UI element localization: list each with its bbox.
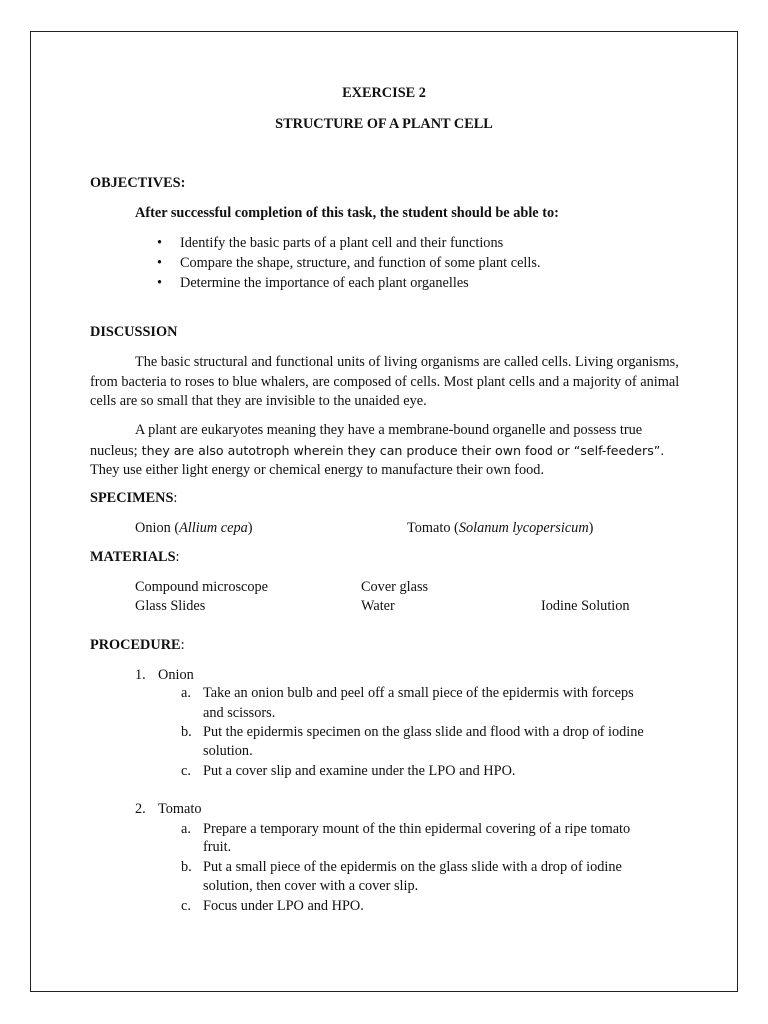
specimen-tomato-scientific: Solanum lycopersicum: [458, 520, 589, 536]
step-text: fruit.: [203, 839, 232, 855]
material-item: Glass Slides: [135, 598, 206, 614]
step-letter: a.: [181, 685, 191, 701]
step-text: Put a cover slip and examine under the LPO and HPO.: [203, 763, 516, 779]
page-title: STRUCTURE OF A PLANT CELL: [275, 116, 493, 132]
discussion-paragraph-2: [90, 421, 680, 481]
discussion-paragraph-1-text: The basic structural and functional units of living organisms are called cells. Living organisms, from bacteria to roses to blue whalers, are composed of cells. Most plant cells and a majority of animal cells are so small that they are invisible to the unaided eye.: [90, 354, 680, 409]
specimen-onion-close: ): [247, 520, 253, 536]
specimens-heading: [90, 489, 177, 509]
material-item: Water: [361, 598, 395, 614]
procedure-heading-text: PROCEDURE: [90, 637, 181, 653]
step-letter: a.: [181, 821, 191, 837]
step-letter: c.: [181, 763, 191, 779]
objective-item: Compare the shape, structure, and function of some plant cells.: [180, 255, 541, 271]
step-letter: b.: [181, 724, 192, 740]
objective-bullet: •: [157, 255, 163, 271]
step-letter: c.: [181, 898, 191, 914]
discussion-paragraph-2-text-a: A plant are eukaryotes meaning they have a membrane-bound organelle and possess true nucleus;: [90, 422, 643, 459]
procedure-onion-title: Onion: [158, 667, 194, 683]
step-text: solution.: [203, 743, 253, 759]
material-item: Compound microscope: [135, 579, 269, 595]
specimens-colon: :: [173, 490, 178, 506]
discussion-paragraph-2-text-c: They use either light energy or chemical energy to manufacture their own food.: [90, 462, 545, 478]
specimen-tomato: [407, 519, 593, 539]
objective-bullet: •: [157, 235, 163, 251]
objectives-intro: After successful completion of this task, the student should be able to:: [135, 205, 559, 221]
objective-item: Determine the importance of each plant organelles: [180, 275, 469, 291]
objectives-heading: OBJECTIVES:: [90, 175, 186, 191]
step-text: Take an onion bulb and peel off a small piece of the epidermis with forceps: [203, 685, 634, 701]
step-text: Focus under LPO and HPO.: [203, 898, 364, 914]
materials-heading: [90, 548, 180, 568]
materials-heading-text: MATERIALS: [90, 549, 176, 565]
step-text: solution, then cover with a cover slip.: [203, 878, 419, 894]
objective-item: Identify the basic parts of a plant cell and their functions: [180, 235, 504, 251]
specimen-onion-name: Onion (: [135, 520, 180, 536]
procedure-heading: [90, 636, 185, 656]
step-text: and scissors.: [203, 705, 276, 721]
discussion-heading: DISCUSSION: [90, 324, 178, 340]
specimen-tomato-close: ): [588, 520, 594, 536]
specimen-onion-scientific: Allium cepa: [179, 520, 248, 536]
step-text: Put a small piece of the epidermis on the glass slide with a drop of iodine: [203, 859, 622, 875]
discussion-paragraph-2-text-b: they are also autotroph wherein they can produce their own food or “self-feeders”.: [137, 442, 665, 458]
procedure-number: 1.: [135, 667, 146, 683]
material-item: Cover glass: [361, 579, 429, 595]
exercise-number: EXERCISE 2: [342, 85, 426, 101]
step-letter: b.: [181, 859, 192, 875]
discussion-paragraph-1: [90, 353, 680, 412]
specimen-onion: [135, 519, 253, 539]
procedure-number: 2.: [135, 801, 146, 817]
procedure-colon: :: [180, 637, 185, 653]
step-text: Put the epidermis specimen on the glass slide and flood with a drop of iodine: [203, 724, 644, 740]
specimens-heading-text: SPECIMENS: [90, 490, 174, 506]
specimen-tomato-name: Tomato (: [407, 520, 459, 536]
step-text: Prepare a temporary mount of the thin epidermal covering of a ripe tomato: [203, 821, 631, 837]
materials-colon: :: [175, 549, 180, 565]
material-item: Iodine Solution: [541, 598, 630, 614]
procedure-tomato-title: Tomato: [158, 801, 202, 817]
objective-bullet: •: [157, 275, 163, 291]
